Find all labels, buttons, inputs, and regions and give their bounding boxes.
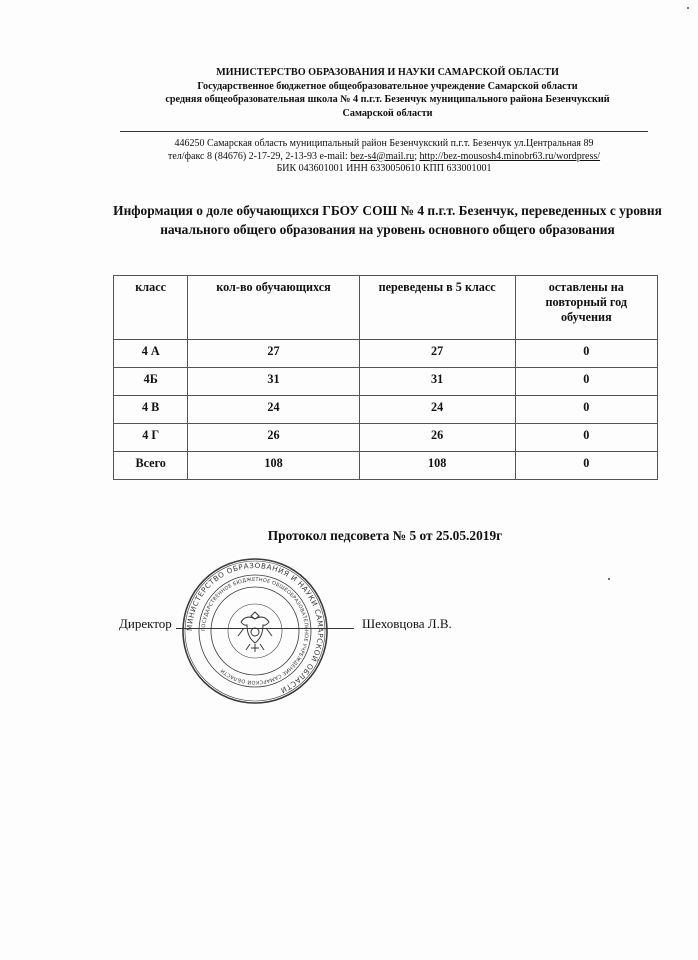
cell-promoted: 24 — [359, 396, 515, 424]
stamp-inner-text: ГОСУДАРСТВЕННОЕ БЮДЖЕТНОЕ ОБЩЕОБРАЗОВАТЕЛЬНОЕ УЧРЕЖДЕНИЕ САМАРСКОЙ ОБЛАСТИ — [200, 576, 310, 686]
header-promoted: переведены в 5 класс — [359, 276, 515, 340]
stamp-outer-text: МИНИСТЕРСТВО ОБРАЗОВАНИЯ И НАУКИ САМАРСКОЙ ОБЛАСТИ — [184, 560, 326, 696]
signature-line — [176, 628, 354, 629]
email-link[interactable]: bez-s4@mail.ru — [350, 150, 415, 162]
cell-count: 26 — [188, 424, 359, 452]
header-student-count: кол-во обучающихся — [188, 276, 359, 340]
cell-promoted: 26 — [359, 424, 515, 452]
letterhead — [110, 66, 665, 120]
phone-text: тел/факс 8 (84676) 2-17-29, 2-13-93 e-mail: — [167, 150, 351, 162]
region-name: Самарской области — [342, 107, 433, 119]
document-title: Информация о доле обучающихся ГБОУ СОШ № 4 п.г.т. Безенчук, переведенных с уровня начального общего образования на уровень основного общего образования — [113, 203, 662, 237]
director-name: Шеховцова Л.В. — [362, 616, 452, 631]
cell-retained: 0 — [515, 452, 657, 480]
table-row — [114, 368, 658, 396]
table-row — [114, 424, 658, 452]
cell-promoted: 108 — [359, 452, 515, 480]
phone-email-line — [120, 151, 648, 164]
table-row — [114, 340, 658, 368]
svg-text:ГОСУДАРСТВЕННОЕ БЮДЖЕТНОЕ ОБЩЕ — [201, 577, 309, 686]
cell-class: 4 Г — [114, 424, 188, 452]
scan-speck — [687, 7, 689, 9]
cell-class: Всего — [114, 452, 188, 480]
header-retained: оставлены на повторный год обучения — [515, 276, 657, 340]
ministry-name: МИНИСТЕРСТВО ОБРАЗОВАНИЯ И НАУКИ САМАРСКОЙ ОБЛАСТИ — [216, 67, 559, 78]
official-stamp — [180, 556, 330, 706]
table-total-row — [114, 452, 658, 480]
cell-count: 27 — [188, 340, 359, 368]
cell-promoted: 31 — [359, 368, 515, 396]
contact-block — [120, 138, 648, 176]
table-row — [114, 396, 658, 424]
cell-count: 31 — [188, 368, 359, 396]
cell-count: 24 — [188, 396, 359, 424]
director-label: Директор — [119, 616, 172, 631]
scan-speck — [608, 578, 610, 580]
cell-class: 4 А — [114, 340, 188, 368]
header-divider — [120, 131, 648, 132]
students-table — [113, 275, 658, 480]
header-class: класс — [114, 276, 188, 340]
cell-class: 4Б — [114, 368, 188, 396]
cell-count: 108 — [188, 452, 359, 480]
coat-of-arms-icon — [238, 612, 272, 652]
table-header-row — [114, 276, 658, 340]
website-link[interactable]: http://bez-mousosh4.minobr63.ru/wordpress/ — [419, 150, 601, 162]
protocol-note: Протокол педсовета № 5 от 25.05.2019г — [267, 528, 503, 543]
cell-retained: 0 — [515, 424, 657, 452]
school-name: средняя общеобразовательная школа № 4 п.г.т. Безенчук муниципального района Безенчукский — [165, 94, 610, 105]
cell-retained: 0 — [515, 396, 657, 424]
cell-promoted: 27 — [359, 340, 515, 368]
address-line: 446250 Самарская область муниципальный район Безенчукский п.г.т. Безенчук ул.Центральная 89 — [174, 138, 594, 149]
cell-class: 4 В — [114, 396, 188, 424]
cell-retained: 0 — [515, 368, 657, 396]
bank-details-line: БИК 043601001 ИНН 6330050610 КПП 633001001 — [276, 163, 492, 174]
separator-text: ; — [414, 150, 420, 162]
cell-retained: 0 — [515, 340, 657, 368]
institution-name: Государственное бюджетное общеобразовательное учреждение Самарской области — [197, 80, 578, 92]
